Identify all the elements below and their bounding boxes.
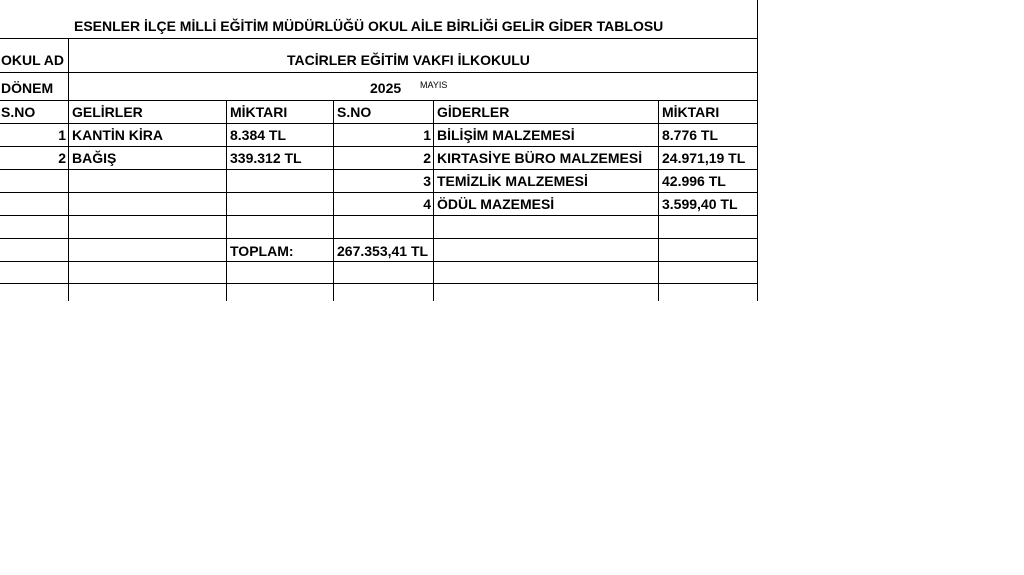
grid-line bbox=[68, 100, 69, 301]
expense-no: 2 bbox=[423, 150, 431, 166]
grid-line bbox=[0, 146, 758, 147]
grid-line bbox=[0, 238, 758, 239]
grid-line bbox=[333, 100, 334, 301]
header-expense: GİDERLER bbox=[437, 104, 510, 120]
expense-name: KIRTASİYE BÜRO MALZEMESİ bbox=[437, 150, 643, 166]
expense-name: TEMİZLİK MALZEMESİ bbox=[437, 173, 588, 189]
grid-line bbox=[0, 215, 758, 216]
grid-line bbox=[0, 261, 758, 262]
income-name: BAĞIŞ bbox=[72, 150, 117, 166]
expense-amount: 42.996 TL bbox=[662, 173, 726, 189]
grid-line bbox=[0, 283, 758, 284]
grid-line bbox=[0, 123, 758, 124]
total-label: TOPLAM: bbox=[230, 243, 294, 259]
expense-name: BİLİŞİM MALZEMESİ bbox=[437, 127, 575, 143]
expense-no: 1 bbox=[423, 127, 431, 143]
grid-line bbox=[0, 38, 758, 39]
header-sno-left: S.NO bbox=[1, 104, 36, 120]
expense-amount: 8.776 TL bbox=[662, 127, 719, 143]
expense-no: 3 bbox=[423, 173, 431, 189]
period-label: DÖNEM bbox=[1, 80, 54, 96]
header-amount-right: MİKTARI bbox=[662, 104, 720, 120]
total-value: 267.353,41 TL bbox=[337, 243, 429, 259]
income-amount: 8.384 TL bbox=[230, 127, 287, 143]
expense-no: 4 bbox=[423, 196, 431, 212]
grid-line bbox=[0, 169, 758, 170]
grid-line bbox=[68, 38, 69, 100]
grid-line bbox=[0, 72, 758, 73]
income-name: KANTİN KİRA bbox=[72, 127, 163, 143]
sheet-title: ESENLER İLÇE MİLLİ EĞİTİM MÜDÜRLÜĞÜ OKUL AİLE BİRLİĞİ GELİR GİDER TABLOSU bbox=[74, 18, 664, 34]
grid-line bbox=[0, 192, 758, 193]
grid-line bbox=[757, 0, 758, 301]
expense-amount: 24.971,19 TL bbox=[662, 150, 746, 166]
grid-line bbox=[0, 100, 758, 101]
school-label: OKUL AD bbox=[1, 52, 64, 68]
income-amount: 339.312 TL bbox=[230, 150, 302, 166]
header-amount-left: MİKTARI bbox=[230, 104, 288, 120]
income-no: 2 bbox=[58, 150, 66, 166]
period-year: 2025 bbox=[370, 80, 402, 96]
header-sno-right: S.NO bbox=[337, 104, 372, 120]
expense-amount: 3.599,40 TL bbox=[662, 196, 738, 212]
school-name: TACİRLER EĞİTİM VAKFI İLKOKULU bbox=[287, 52, 530, 68]
grid-line bbox=[226, 100, 227, 301]
grid-line bbox=[658, 100, 659, 301]
header-income: GELİRLER bbox=[72, 104, 143, 120]
expense-name: ÖDÜL MAZEMESİ bbox=[437, 196, 555, 212]
grid-line bbox=[433, 100, 434, 301]
income-no: 1 bbox=[58, 127, 66, 143]
period-month: MAYIS bbox=[420, 80, 448, 90]
